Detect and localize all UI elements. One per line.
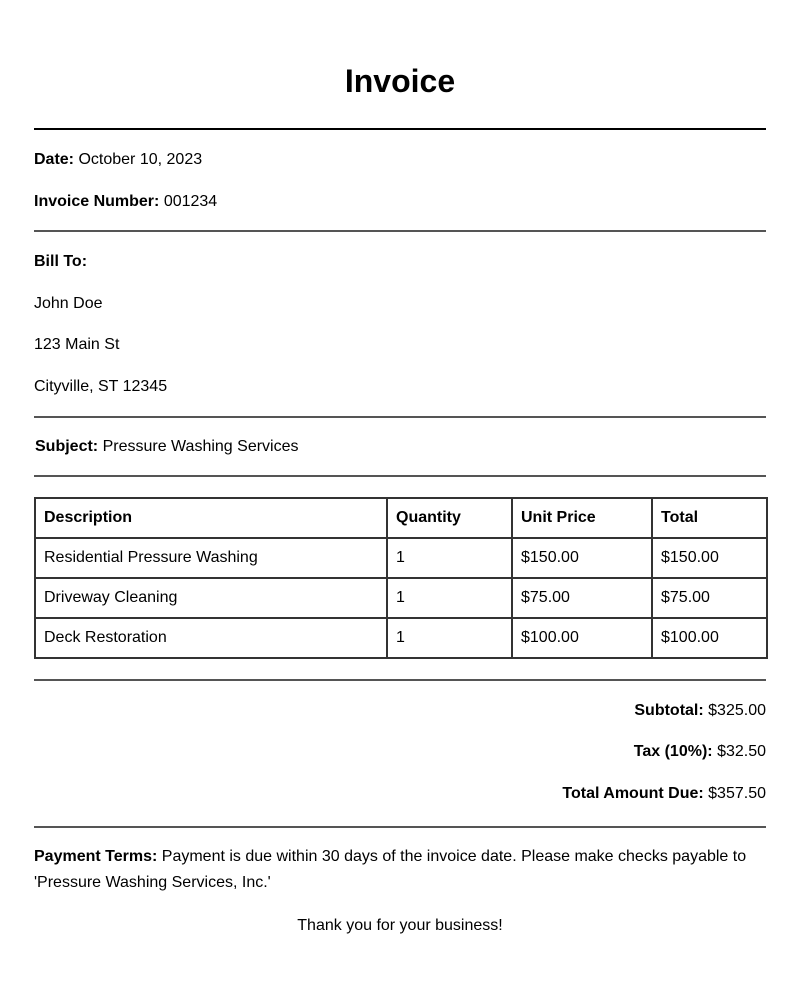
- header-total: Total: [652, 498, 767, 538]
- tax: [34, 742, 766, 762]
- subtotal-value: $325.00: [708, 702, 766, 719]
- subtotal-label: Subtotal:: [634, 702, 704, 719]
- cell-unit-price: $75.00: [512, 578, 652, 618]
- cell-description: Residential Pressure Washing: [35, 538, 387, 578]
- invoice-number: [34, 192, 766, 212]
- total-amount-due: [34, 784, 766, 804]
- date-value: October 10, 2023: [78, 151, 203, 168]
- payment-terms-label: Payment Terms:: [34, 848, 158, 865]
- subject-label: Subject:: [35, 438, 99, 455]
- total-label: Total Amount Due:: [562, 785, 704, 802]
- payment-terms-text: Payment is due within 30 days of the invoice date. Please make checks payable to 'Pressure Washing Services, Inc.': [34, 848, 747, 891]
- cell-quantity: 1: [387, 618, 512, 658]
- cell-quantity: 1: [387, 578, 512, 618]
- payment-terms: [34, 844, 766, 896]
- invoice-date: [34, 150, 766, 170]
- header-quantity: Quantity: [387, 498, 512, 538]
- table-row: [35, 578, 767, 618]
- invoice-number-value: 001234: [163, 193, 218, 210]
- totals-section: [34, 681, 766, 804]
- thank-you-note: Thank you for your business!: [297, 917, 503, 934]
- bill-to-street: 123 Main St: [34, 336, 120, 353]
- tax-value: $32.50: [717, 743, 766, 760]
- cell-description: Driveway Cleaning: [35, 578, 387, 618]
- invoice-title: Invoice: [344, 63, 456, 99]
- bill-to-city: Cityville, ST 12345: [34, 378, 168, 395]
- date-label: Date:: [34, 151, 75, 168]
- total-value: $357.50: [708, 785, 766, 802]
- cell-unit-price: $150.00: [512, 538, 652, 578]
- cell-description: Deck Restoration: [35, 618, 387, 658]
- invoice-page: [34, 0, 766, 936]
- bill-to-name: John Doe: [34, 295, 103, 312]
- header-unit-price: Unit Price: [512, 498, 652, 538]
- subject: [34, 437, 766, 457]
- cell-total: $75.00: [652, 578, 767, 618]
- subtotal: [34, 701, 766, 721]
- table-row: [35, 618, 767, 658]
- cell-quantity: 1: [387, 538, 512, 578]
- line-items-table: [34, 497, 768, 659]
- bill-to-label: Bill To:: [34, 253, 88, 270]
- table-row: [35, 538, 767, 578]
- cell-unit-price: $100.00: [512, 618, 652, 658]
- cell-total: $150.00: [652, 538, 767, 578]
- cell-total: $100.00: [652, 618, 767, 658]
- subject-value: Pressure Washing Services: [102, 438, 299, 455]
- table-header-row: [35, 498, 767, 538]
- invoice-number-label: Invoice Number:: [34, 193, 160, 210]
- header-description: Description: [35, 498, 387, 538]
- tax-label: Tax (10%):: [633, 743, 713, 760]
